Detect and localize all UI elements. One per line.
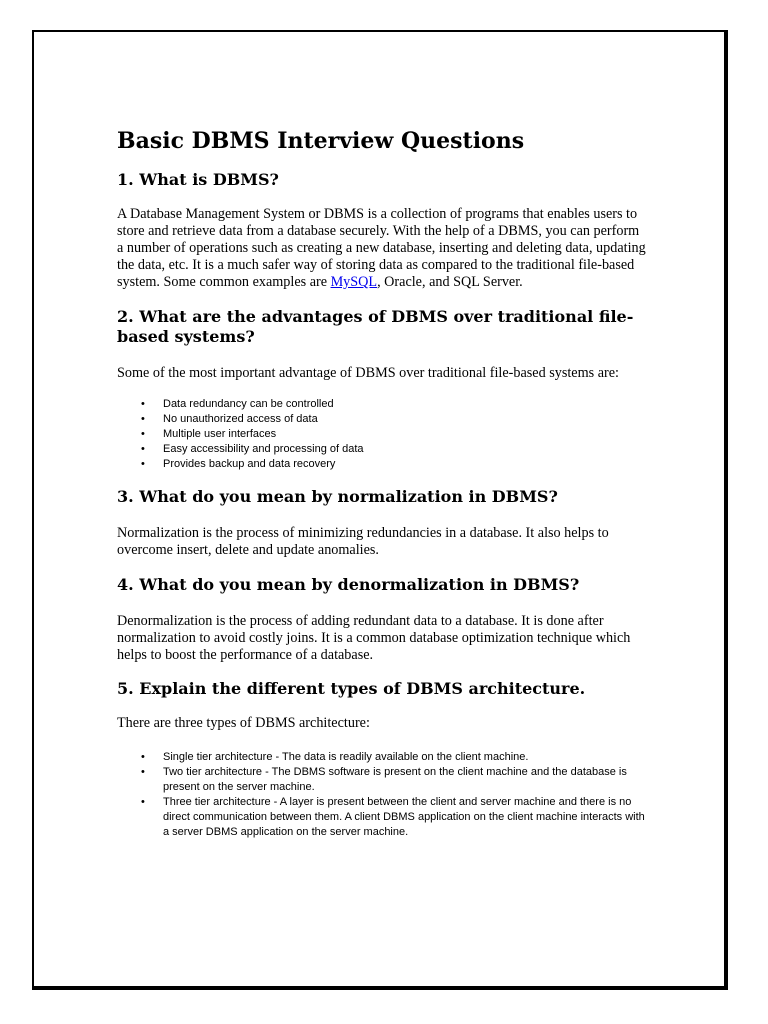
list-item: • Data redundancy can be controlled [163,397,647,412]
list-item: • Two tier architecture - The DBMS software is present on the client machine and the database is present on the server machine. [163,765,647,795]
q1-body-text: A Database Management System or DBMS is a collection of programs that enables users to store and retrieve data from a database securely. With the help of a DBMS, you can perform a number of operations such as creating a new database, inserting and deleting data, updating the data, etc. It is a much safer way of storing data as compared to the traditional file-based system. Some common examples are [117,206,646,290]
q5-heading: 5. Explain the different types of DBMS architecture. [117,679,586,698]
q4-heading: 4. What do you mean by denormalization in DBMS? [117,575,580,594]
q3-body: Normalization is the process of minimizing redundancies in a database. It also helps to overcome insert, delete and update anomalies. [117,525,609,558]
list-item: • No unauthorized access of data [163,412,647,427]
architecture-list [117,750,647,840]
advantages-list [117,397,647,472]
list-item: • Three tier architecture - A layer is present between the client and server machine and there is no direct communication between them. A client DBMS application on the client machine interacts with a server DBMS application on the server machine. [163,795,647,840]
document-content [117,126,647,840]
q2-intro: Some of the most important advantage of DBMS over traditional file-based systems are: [117,365,619,381]
q1-body [117,206,647,291]
list-item: • Multiple user interfaces [163,427,647,442]
q5-intro: There are three types of DBMS architecture: [117,715,370,731]
q3-heading: 3. What do you mean by normalization in DBMS? [117,487,558,506]
q1-body-text-end: , Oracle, and SQL Server. [377,274,523,290]
list-item: • Provides backup and data recovery [163,457,647,472]
page-title: Basic DBMS Interview Questions [117,128,525,154]
list-item: • Easy accessibility and processing of data [163,442,647,457]
q4-body: Denormalization is the process of adding redundant data to a database. It is done after normalization to avoid costly joins. It is a common database optimization technique which helps to boost the performance of a database. [117,613,631,663]
q1-heading: 1. What is DBMS? [117,170,279,189]
list-item: • Single tier architecture - The data is readily available on the client machine. [163,750,647,765]
mysql-link[interactable]: MySQL [330,274,378,290]
q2-heading: 2. What are the advantages of DBMS over traditional file-based systems? [117,307,634,346]
